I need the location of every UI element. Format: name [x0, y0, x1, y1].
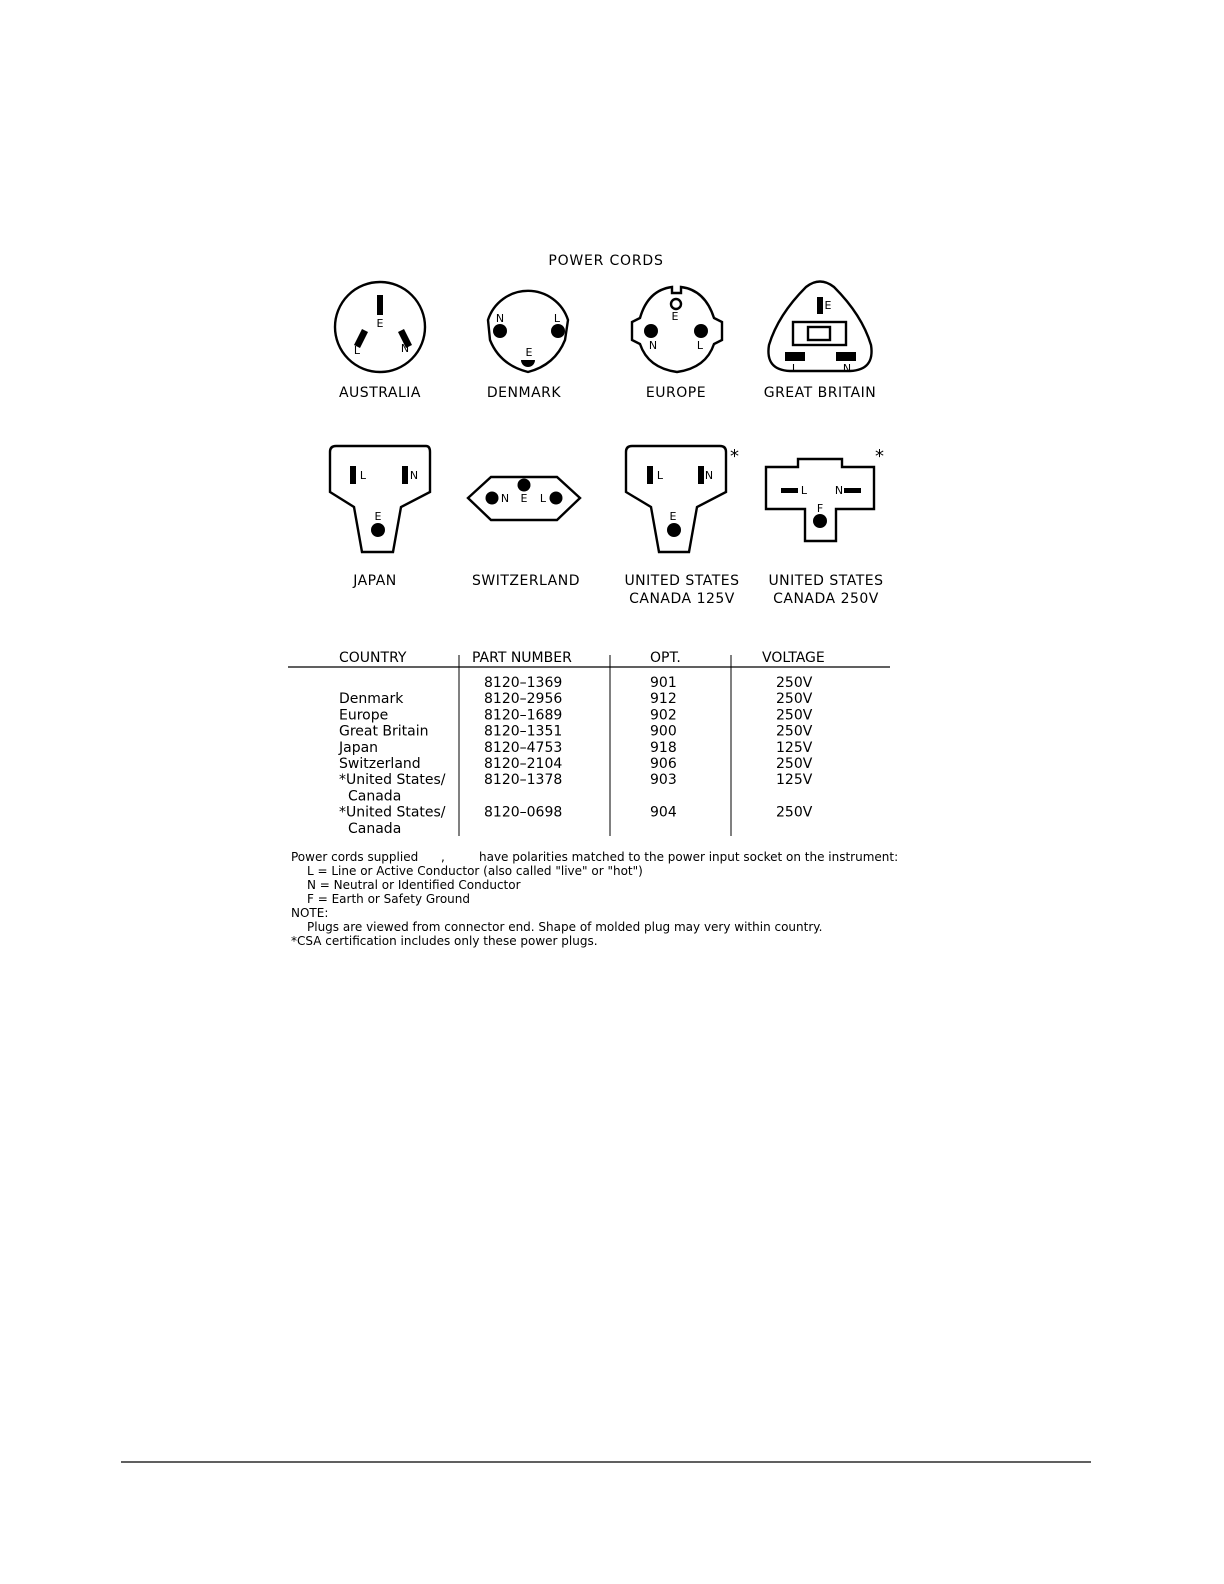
plug-australia: [335, 282, 425, 401]
cell-opt: 906: [650, 756, 677, 772]
pin-label-f: F: [816, 502, 824, 515]
cell-voltage: 250V: [776, 723, 813, 740]
pin-label-e: E: [520, 492, 528, 505]
pin-label-l: L: [800, 484, 808, 497]
pin-label-n: N: [834, 484, 844, 497]
table-row: [339, 805, 813, 837]
pin-label-n: N: [648, 339, 658, 352]
pin-label-l: L: [791, 362, 799, 375]
cell-part: 8120–4753: [484, 739, 563, 756]
table-row: [339, 772, 813, 804]
plug-label: JAPAN: [353, 573, 397, 589]
cell-opt: 903: [650, 772, 677, 789]
plug-label: AUSTRALIA: [338, 385, 422, 401]
legend-line: L = Line or Active Conductor (also called "live" or "hot"): [307, 864, 643, 878]
plug-label-line-1: UNITED STATES: [768, 573, 884, 589]
csa-marker: *: [730, 446, 739, 467]
cell-part: 8120–2104: [484, 756, 563, 772]
part-number-table: [288, 650, 890, 837]
plug-label-line-1: UNITED STATES: [624, 573, 740, 589]
cell-country: *United States/: [339, 772, 446, 789]
cell-voltage: 250V: [776, 707, 813, 724]
plug-us-canada-125v: [624, 446, 739, 607]
pin-label-l: L: [539, 492, 547, 505]
note-heading: NOTE:: [291, 906, 329, 920]
table-row: [339, 756, 813, 772]
note-text: Plugs are viewed from connector end. Shape of molded plug may very within country.: [307, 920, 823, 934]
pin-label-l: L: [353, 344, 361, 357]
cell-part: 8120–1378: [484, 772, 563, 789]
pin-label-e: E: [669, 510, 677, 523]
figure-title: POWER CORDS: [548, 253, 664, 269]
cell-country: Denmark: [339, 691, 404, 708]
plug-label: DENMARK: [486, 385, 562, 401]
pin-label-n: N: [500, 492, 510, 505]
pin-label-n: N: [704, 469, 714, 482]
pin-label-n: N: [842, 362, 852, 375]
pin-label-n: N: [409, 469, 419, 482]
notes-intro-right: have polarities matched to the power input socket on the instrument:: [479, 850, 899, 864]
plug-great-britain: [764, 282, 877, 402]
cell-opt: 900: [650, 723, 677, 740]
pin-label-e: E: [525, 346, 533, 359]
pin-label-e: E: [824, 299, 832, 312]
plug-europe: [632, 287, 722, 401]
cell-voltage: 125V: [776, 772, 813, 789]
cell-voltage: 250V: [776, 756, 813, 772]
pin-label-l: L: [553, 312, 561, 325]
col-header-part-number: PART NUMBER: [472, 650, 572, 666]
table-row: [484, 675, 813, 691]
cell-opt: 904: [650, 804, 677, 821]
cell-country: *United States/: [339, 804, 446, 821]
notes-intro-left: Power cords supplied: [291, 850, 419, 864]
cell-opt: 912: [650, 691, 677, 708]
plug-label-line-2: CANADA 125V: [629, 591, 735, 607]
cell-country: Japan: [339, 739, 379, 756]
col-header-opt: OPT.: [650, 650, 681, 666]
cell-part: 8120–1689: [484, 707, 563, 724]
pin-label-n: N: [400, 342, 410, 355]
cell-part: 8120–2956: [484, 691, 563, 708]
plug-us-canada-250v: [766, 446, 884, 607]
pin-label-l: L: [359, 469, 367, 482]
pin-label-e: E: [671, 310, 679, 323]
cell-country: Canada: [348, 788, 402, 805]
notes-intro-mid: ,: [441, 850, 445, 864]
cell-country: Switzerland: [339, 756, 421, 772]
csa-note: *CSA certification includes only these power plugs.: [291, 934, 598, 948]
plug-japan: [330, 446, 430, 589]
cell-country: Great Britain: [339, 723, 429, 740]
cell-voltage: 125V: [776, 739, 813, 756]
cell-country: Canada: [348, 820, 402, 837]
plug-denmark: [487, 291, 568, 401]
plug-switzerland: [468, 477, 580, 589]
plug-label: EUROPE: [645, 385, 707, 401]
pin-label-l: L: [696, 339, 704, 352]
table-row: [338, 740, 813, 756]
legend-line: F = Earth or Safety Ground: [307, 892, 471, 906]
cell-opt: 901: [650, 675, 677, 691]
cell-part: 8120–1351: [484, 723, 563, 740]
table-row: [339, 691, 813, 707]
table-row: [339, 707, 813, 723]
cell-country: Europe: [339, 707, 389, 724]
pin-label-e: E: [376, 317, 384, 330]
table-body: [338, 675, 813, 837]
cell-opt: 902: [650, 707, 677, 724]
col-header-country: COUNTRY: [339, 650, 407, 666]
cell-voltage: 250V: [776, 691, 813, 708]
notes: [291, 850, 898, 948]
cell-part: 8120–0698: [484, 804, 563, 821]
pin-label-e: E: [374, 510, 382, 523]
cell-voltage: 250V: [776, 804, 813, 821]
cell-opt: 918: [650, 739, 677, 756]
col-header-voltage: VOLTAGE: [762, 650, 825, 666]
plug-label: GREAT BRITAIN: [763, 385, 877, 401]
cell-part: 8120–1369: [484, 675, 563, 691]
plug-label: SWITZERLAND: [471, 573, 581, 589]
plug-label-line-2: CANADA 250V: [773, 591, 879, 607]
cell-voltage: 250V: [776, 675, 813, 691]
pin-label-l: L: [656, 469, 664, 482]
pin-label-n: N: [495, 312, 505, 325]
table-row: [339, 724, 813, 740]
csa-marker: *: [875, 446, 884, 467]
legend-line: N = Neutral or Identified Conductor: [307, 878, 521, 892]
